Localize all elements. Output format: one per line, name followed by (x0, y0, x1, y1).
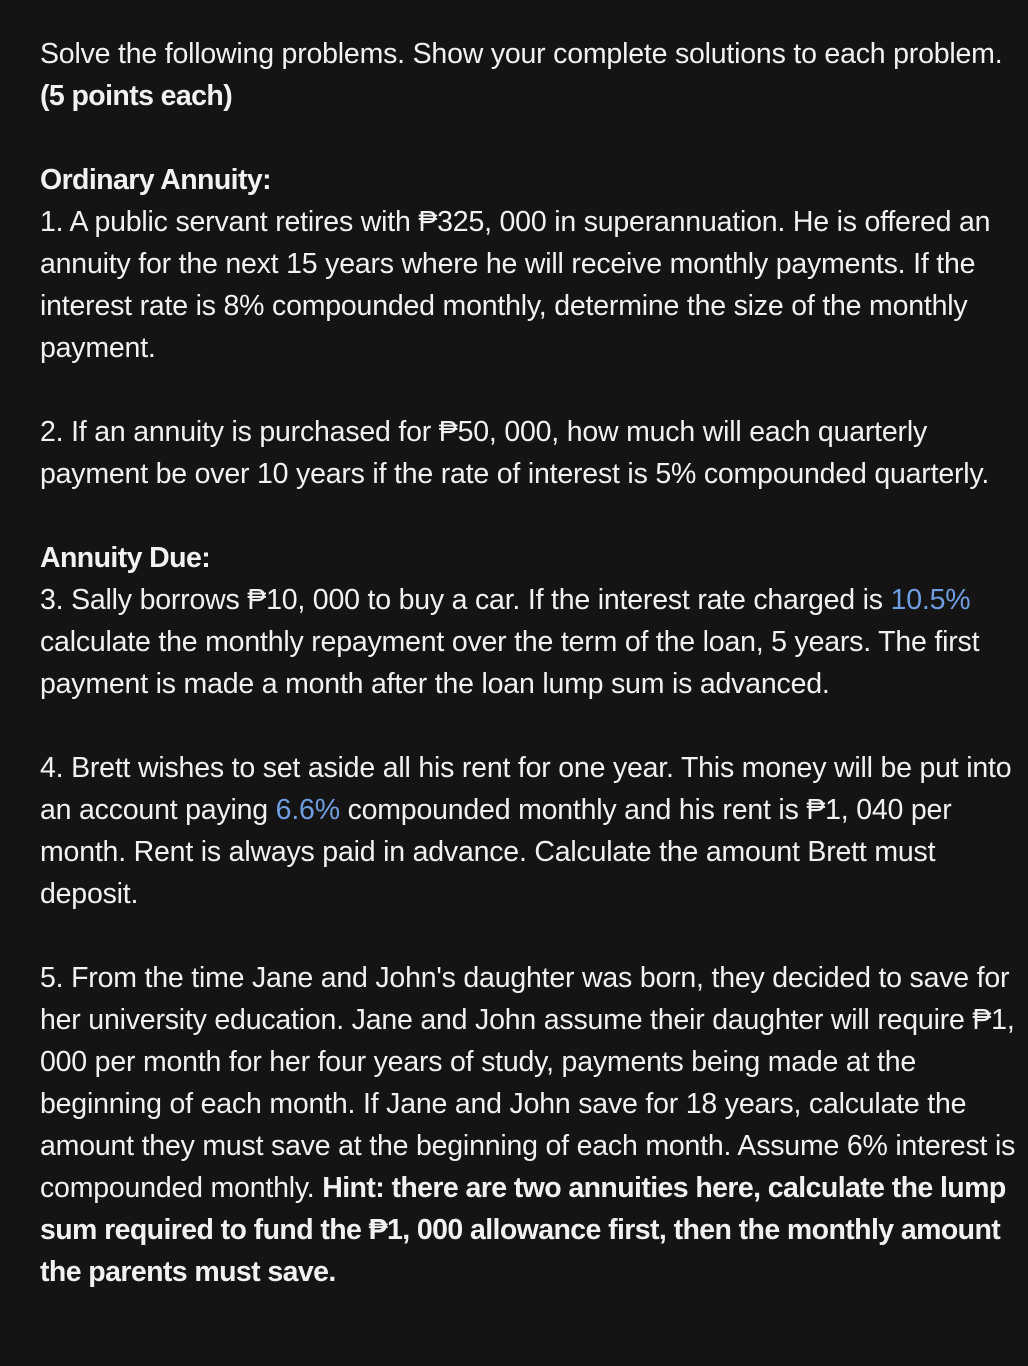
points-note: (5 points each) (40, 80, 233, 112)
problem-1: 1. A public servant retires with ₱325, 000 in superannuation. He is offered an annuity for the next 15 years where he will receive monthly payments. If the interest rate is 8% compounded monthly, determine the size of the monthly payment. (40, 206, 991, 364)
instructions-paragraph (40, 33, 1028, 117)
problem-4-interest-rate: 6.6% (275, 794, 340, 826)
spacer (40, 369, 1028, 411)
problem-4 (40, 747, 1028, 915)
problem-2: 2. If an annuity is purchased for ₱50, 000, how much will each quarterly payment be over 10 years if the rate of interest is 5% compounded quarterly. (40, 416, 990, 490)
section-heading-ordinary-annuity: Ordinary Annuity: (40, 164, 272, 196)
problem-3-interest-rate: 10.5% (890, 584, 971, 616)
problem-4-text-end: compounded monthly and his rent is ₱1, 040 per month. Rent is always paid in advance. Calculate the amount Brett must deposit. (40, 794, 952, 910)
problem-5-hint: Hint: there are two annuities here, calculate the lump sum required to fund the ₱1, 000 allowance first, then the monthly amount the parents must save. (40, 1172, 1006, 1288)
problem-5-text: 5. From the time Jane and John's daughter was born, they decided to save for her university education. Jane and John assume their daughter will require ₱1, 000 per month for her four years of study, payments being made at the beginning of each month. If Jane and John save for 18 years, calculate the amount they must save at the beginning of each month. Assume 6% interest is compounded monthly. (40, 962, 1016, 1204)
problem-3 (40, 579, 1028, 705)
problem-4-text-start: 4. Brett wishes to set aside all his rent for one year. This money will be put into an account paying (40, 752, 1012, 826)
instructions-text: Solve the following problems. Show your complete solutions to each problem. (40, 38, 1003, 70)
spacer (40, 705, 1028, 747)
problem-3-text-start: 3. Sally borrows ₱10, 000 to buy a car. If the interest rate charged is (40, 584, 883, 616)
document-body (40, 33, 1028, 1293)
spacer (40, 117, 1028, 159)
section-heading-annuity-due: Annuity Due: (40, 542, 211, 574)
problem-3-text-end: calculate the monthly repayment over the term of the loan, 5 years. The first payment is made a month after the loan lump sum is advanced. (40, 626, 980, 700)
spacer (40, 495, 1028, 537)
spacer (40, 915, 1028, 957)
problem-5 (40, 957, 1028, 1293)
